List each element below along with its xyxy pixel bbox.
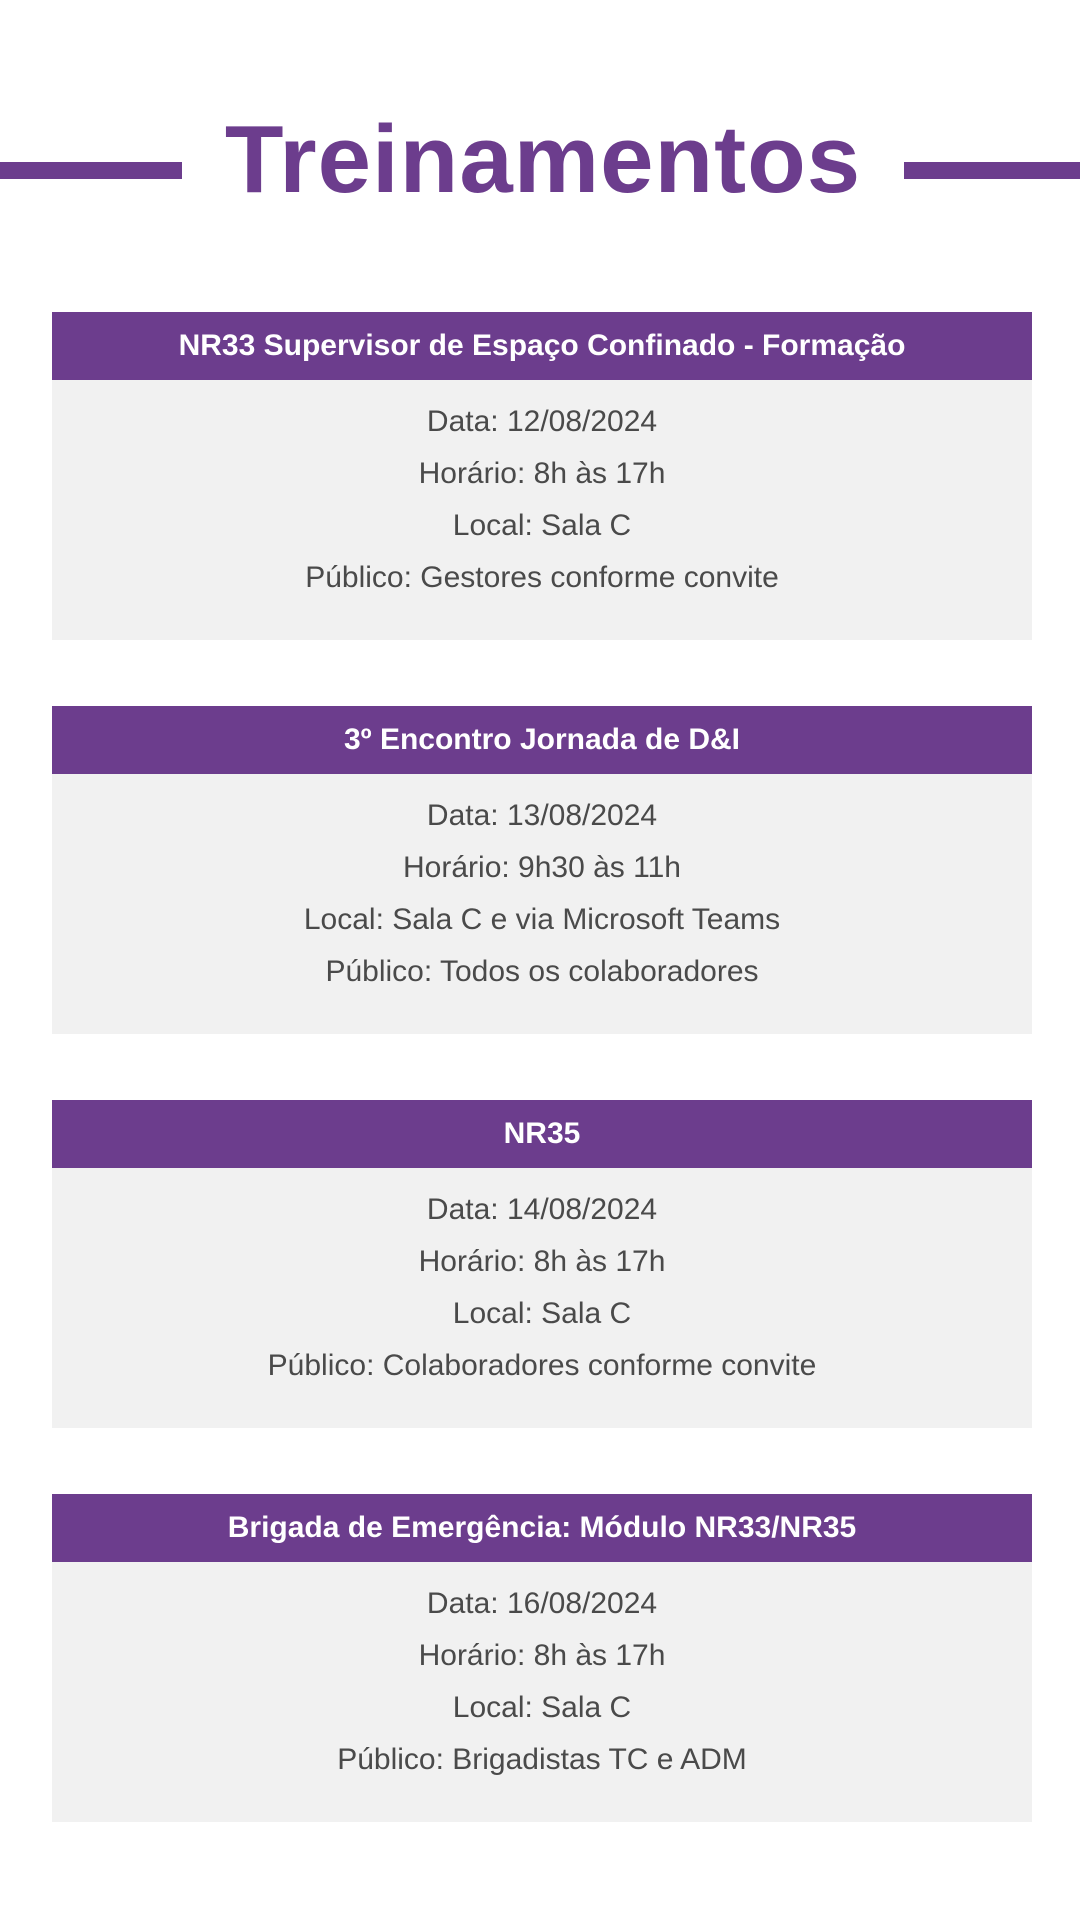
training-location: Local: Sala C [452, 1691, 632, 1724]
training-card [52, 1494, 1032, 1822]
training-time: Horário: 8h às 17h [418, 1245, 666, 1278]
header-decorative-line-left [0, 162, 182, 179]
training-title: NR33 Supervisor de Espaço Confinado - Formação [52, 312, 1032, 380]
training-date: Data: 12/08/2024 [426, 405, 658, 438]
training-location: Local: Sala C [452, 509, 632, 542]
training-details [52, 1562, 1032, 1786]
training-card [52, 1100, 1032, 1428]
training-details [52, 380, 1032, 604]
training-card [52, 706, 1032, 1034]
training-location: Local: Sala C [452, 1297, 632, 1330]
training-audience: Público: Gestores conforme convite [305, 561, 779, 594]
training-date: Data: 14/08/2024 [426, 1193, 658, 1226]
header-decorative-line-right [904, 162, 1080, 179]
training-audience: Público: Brigadistas TC e ADM [337, 1743, 747, 1776]
training-time: Horário: 8h às 17h [418, 1639, 666, 1672]
training-title: NR35 [52, 1100, 1032, 1168]
training-time: Horário: 9h30 às 11h [403, 851, 681, 884]
training-date: Data: 16/08/2024 [426, 1587, 658, 1620]
page-header [0, 100, 1080, 220]
training-title: Brigada de Emergência: Módulo NR33/NR35 [52, 1494, 1032, 1562]
training-title: 3º Encontro Jornada de D&I [52, 706, 1032, 774]
training-date: Data: 13/08/2024 [426, 799, 658, 832]
training-audience: Público: Todos os colaboradores [325, 955, 759, 988]
training-card [52, 312, 1032, 640]
training-audience: Público: Colaboradores conforme convite [267, 1349, 817, 1382]
training-details [52, 1168, 1032, 1392]
training-time: Horário: 8h às 17h [418, 457, 666, 490]
training-location: Local: Sala C e via Microsoft Teams [303, 903, 781, 936]
page-title: Treinamentos [224, 106, 862, 213]
training-details [52, 774, 1032, 998]
